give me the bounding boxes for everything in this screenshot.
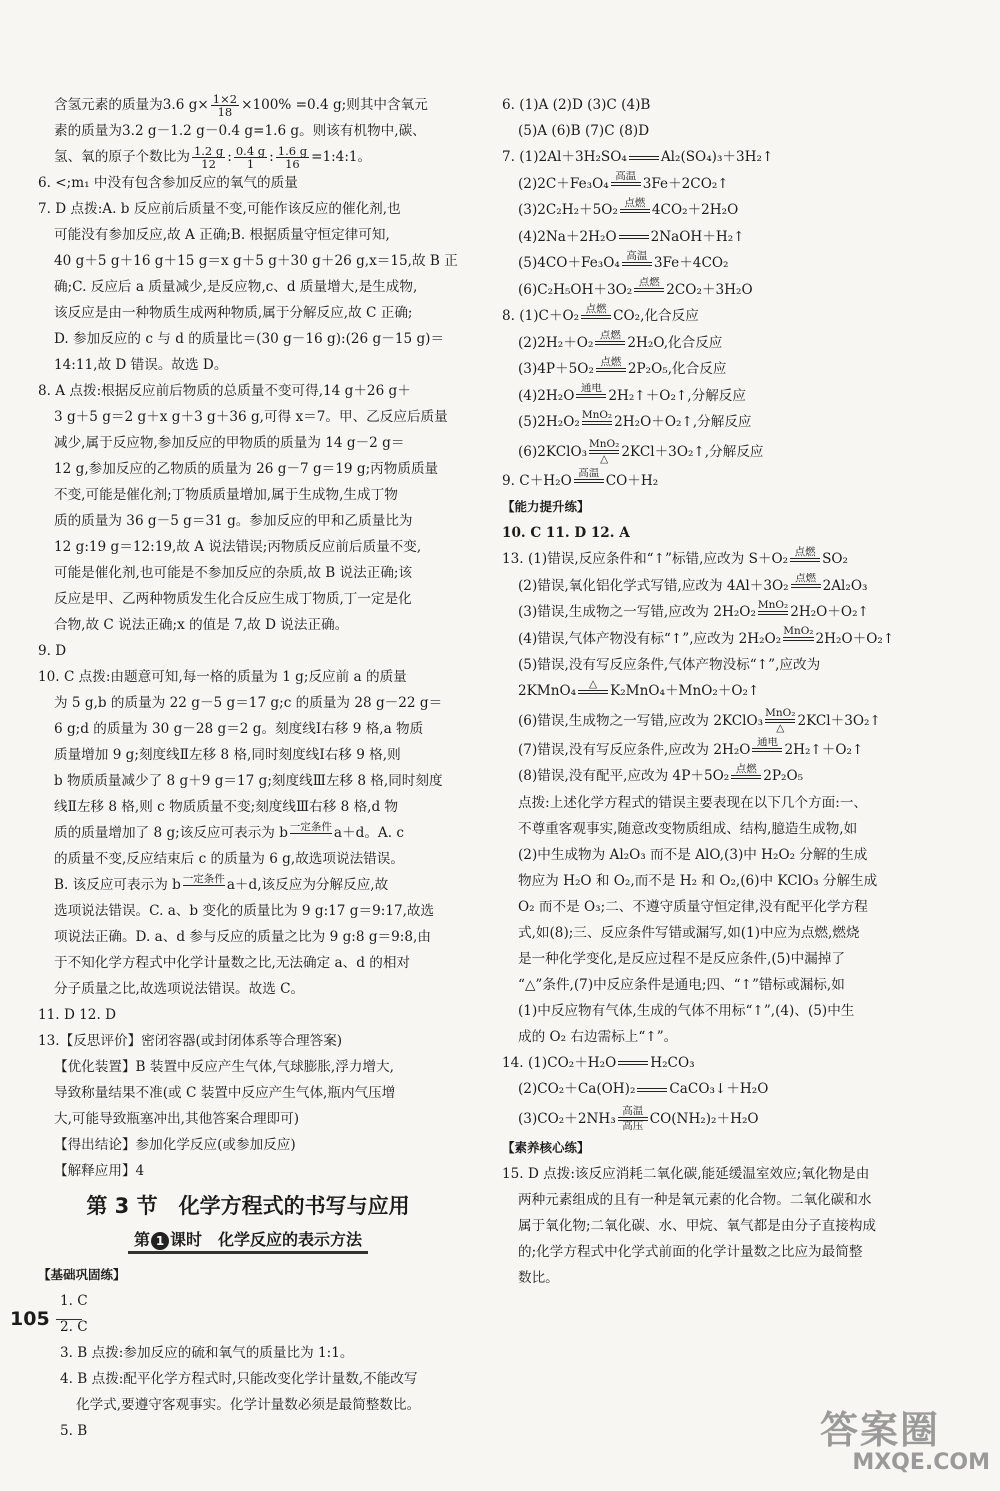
text-line: 点拨:上述化学方程式的错误主要表现在以下几个方面:一、 — [518, 794, 868, 811]
reaction-arrow: 点燃 — [791, 573, 821, 599]
equation-line: (8)错误,没有配平,应改为 4P＋5O₂ 点燃 2P₂O₅ — [502, 763, 922, 790]
basic-practice-label: 【基础巩固练】 — [38, 1267, 126, 1282]
text-line: 物应为 H₂O 和 O₂,而不是 H₂ 和 O₂,(6)中 KClO₃ 分解生成 — [518, 872, 878, 889]
text-line: 12 g,参加反应的乙物质的质量为 26 g－7 g＝19 g;丙物质质量 — [54, 461, 439, 477]
answer-6: 6. (1)A (2)D (3)C (4)B — [502, 97, 651, 113]
lesson-title: 第 1 课时 化学反应的表示方法 — [38, 1226, 458, 1254]
text-line: 减少,属于反应物,参加反应的甲物质的质量为 14 g－2 g＝ — [54, 435, 405, 451]
fraction: $\frac{0.4 g}{1}$ — [235, 144, 266, 170]
reaction-arrow: 通电 — [752, 737, 782, 763]
basic-answer: 化学式,要遵守客观事实。化学计量数必须是最简整数比。 — [76, 1397, 421, 1413]
text-line: 素的质量为3.2 g－1.2 g－0.4 g=1.6 g。则该有机物中,碳、 — [54, 123, 426, 139]
equation-line: (4)错误,气体产物没有标“↑”,应改为 2H₂O₂ MnO₂ 2H₂O＋O₂↑ — [502, 626, 922, 653]
text-line: 【解释应用】4 — [54, 1163, 145, 1179]
text-line: 可能没有参加反应,故 A 正确;B. 根据质量守恒定律可知, — [54, 227, 390, 243]
reaction-arrow: 点燃 — [790, 547, 820, 573]
answer-9: 9. D — [38, 643, 67, 659]
text-line: 含氢元素的质量为3.6 g× $\frac{1\times 2}{18}$ ×100% =0.4 g;则其中含氧元 — [54, 92, 428, 118]
reaction-arrow: 一定条件 — [289, 821, 332, 833]
answer-13 — [502, 546, 922, 1050]
equation-line: 13. (1)错误,反应条件和“↑”标错,应改为 S＋O₂ 点燃 SO₂ — [502, 546, 922, 573]
equation-line: (2)2C＋Fe₃O₄ 高温 3Fe＋2CO₂↑ — [502, 171, 922, 198]
equation-line: (3)4P＋5O₂ 点燃 2P₂O₅,化合反应 — [502, 356, 922, 383]
reaction-arrow: 高温 — [574, 468, 604, 494]
text-line: 质的质量为 36 g－5 g＝31 g。参加反应的甲和乙质量比为 — [54, 513, 413, 529]
fraction: $\frac{1.2 g}{12}$ — [193, 144, 224, 170]
text-line: 式,如(8);三、反应条件写错或漏写,如(1)中应为点燃,燃烧 — [518, 924, 860, 941]
reaction-arrow — [629, 145, 659, 171]
text-line: 于不知化学方程式中化学计量数之比,无法确定 a、d 的相对 — [54, 955, 411, 971]
reaction-arrow: 点燃 — [620, 198, 650, 224]
text-line: 两种元素组成的且有一种是氧元素的化合物。二氧化碳和水 — [518, 1191, 872, 1208]
text-line: 大,可能导致瓶塞冲出,其他答案合理即可) — [54, 1111, 300, 1127]
reaction-arrow: MnO₂ △ — [589, 438, 620, 465]
reaction-arrow — [637, 1077, 667, 1103]
answer-7 — [502, 144, 922, 303]
text-line: “△”条件,(7)中反应条件是通电;四、“↑”错标或漏标,如 — [518, 976, 845, 993]
equation-line: (4)2Na＋2H₂O 2NaOH＋H₂↑ — [502, 224, 922, 251]
equation-line: 质的质量增加了 8 g;该反应可表示为 b 一定条件 a＋d。A. c — [38, 820, 458, 846]
equation-line: (5)4CO＋Fe₃O₄ 高温 3Fe＋4CO₂ — [502, 250, 922, 277]
basic-answer: 1. C — [60, 1293, 88, 1309]
reaction-arrow: 一定条件 — [182, 873, 225, 885]
answer-13 — [38, 1028, 458, 1184]
equation-line: (5)2H₂O₂ MnO₂ 2H₂O＋O₂↑,分解反应 — [502, 409, 922, 436]
ability-practice-label: 【能力提升练】 — [502, 499, 590, 514]
reaction-arrow: △ — [578, 679, 608, 705]
text-line: 项说法正确。D. a、d 参与反应的质量之比为 9 g:8 g＝9:8,由 — [54, 929, 431, 945]
left-column — [38, 92, 458, 1444]
text-line: 【优化装置】B 装置中反应产生气体,气球膨胀,浮力增大, — [54, 1059, 394, 1075]
reaction-arrow: 点燃 — [581, 304, 611, 330]
text-line: 40 g＋5 g＋16 g＋15 g＝x g＋5 g＋30 g＋26 g,x＝15,故 B 正 — [54, 253, 458, 269]
equation-line: (6)C₂H₅OH＋3O₂ 点燃 2CO₂＋3H₂O — [502, 277, 922, 304]
reaction-arrow: MnO₂ — [758, 600, 788, 626]
reaction-arrow: 高温 高压 — [618, 1106, 648, 1132]
answer-8 — [502, 303, 922, 468]
equation-line: (3)错误,生成物之一写错,应改为 2H₂O₂ MnO₂ 2H₂O＋O₂↑ — [502, 599, 922, 626]
text-line: 8. A 点拨:根据反应前后物质的总质量不变可得,14 g＋26 g＋ — [38, 383, 411, 399]
answer-8 — [38, 378, 458, 638]
reaction-arrow: 高温 — [611, 171, 641, 197]
equation-line: (2)CO₂＋Ca(OH)₂ CaCO₃↓＋H₂O — [502, 1076, 922, 1103]
text-line: 的质量不变,反应结束后 c 的质量为 6 g,故选项说法错误。 — [54, 851, 404, 867]
text-line: 反应是甲、乙两种物质发生化合反应生成丁物质,丁一定是化 — [54, 591, 412, 607]
text-line: 12 g:19 g＝12:19,故 A 说法错误;丙物质反应前后质量不变, — [54, 539, 422, 555]
reaction-arrow: MnO₂ △ — [765, 707, 796, 734]
answer-11-12: 11. D 12. D — [38, 1007, 116, 1023]
text-line: 为 5 g,b 的质量为 22 g－5 g＝17 g;c 的质量为 28 g－22 g＝ — [54, 695, 443, 711]
text-line: 15. D 点拨:该反应消耗二氧化碳,能延缓温室效应;氧化物是由 — [502, 1165, 870, 1182]
equation-line: 8. (1)C＋O₂ 点燃 CO₂,化合反应 — [502, 303, 922, 330]
text-line: 是一种化学变化,是反应过程不是反应条件,(5)中漏掉了 — [518, 950, 845, 967]
basic-answer: 4. B 点拨:配平化学方程式时,只能改变化学计量数,不能改写 — [60, 1371, 418, 1387]
reaction-arrow: 高温 — [622, 251, 652, 277]
text-line: 10. C 点拨:由题意可知,每一格的质量为 1 g;反应前 a 的质量 — [38, 669, 407, 685]
text-line: 【得出结论】参加化学反应(或参加反应) — [54, 1137, 296, 1153]
answer-10 — [38, 664, 458, 1002]
equation-line: (7)错误,没有写反应条件,应改为 2H₂O 通电 2H₂↑＋O₂↑ — [502, 737, 922, 764]
equation-line: 7. (1)2Al＋3H₂SO₄ Al₂(SO₄)₃＋3H₂↑ — [502, 144, 922, 171]
fraction: $\frac{1\times 2}{18}$ — [212, 92, 238, 118]
answer-7 — [38, 196, 458, 378]
page-number: 105 — [10, 1308, 82, 1330]
fraction: $\frac{1.6 g}{16}$ — [277, 144, 308, 170]
text-line: 7. D 点拨:A. b 反应前后质量不变,可能作该反应的催化剂,也 — [38, 201, 401, 217]
answer-14 — [502, 1050, 922, 1135]
core-practice-label: 【素养核心练】 — [502, 1139, 590, 1155]
text-line: 13.【反思评价】密闭容器(或封闭体系等合理答案) — [38, 1033, 343, 1049]
reaction-arrow — [618, 1050, 648, 1076]
text-line: 14:11,故 D 错误。故选 D。 — [54, 357, 228, 373]
reaction-arrow: 点燃 — [634, 277, 664, 303]
equation-line: (3)CO₂＋2NH₃ 高温 高压 CO(NH₂)₂＋H₂O — [518, 1105, 759, 1132]
equation-line: (3)2C₂H₂＋5O₂ 点燃 4CO₂＋2H₂O — [502, 197, 922, 224]
equation-line: (6)2KClO₃ MnO₂ △ 2KCl＋3O₂↑,分解反应 — [518, 438, 764, 465]
text-line: 合物,故 C 说法正确;x 的值是 7,故 D 说法正确。 — [54, 617, 349, 633]
text-line: 分子质量之比,故选项说法错误。故选 C。 — [54, 981, 305, 997]
text-line: 不变,可能是催化剂;丁物质质量增加,属于生成物,生成丁物 — [54, 487, 398, 503]
text-line: 可能是催化剂,也可能是不参加反应的杂质,故 B 说法正确;该 — [54, 565, 413, 581]
answer-15 — [502, 1161, 922, 1291]
text-line: (1)中反应物有气体,生成的气体不用标“↑”,(4)、(5)中生 — [518, 1002, 855, 1019]
equation-line: 14. (1)CO₂＋H₂O H₂CO₃ — [502, 1050, 922, 1077]
text-line: 选项说法错误。C. a、b 变化的质量比为 9 g:17 g＝9:17,故选 — [54, 903, 435, 919]
equation-line: (2)错误,氧化铝化学式写错,应改为 4Al＋3O₂ 点燃 2Al₂O₃ — [502, 573, 922, 600]
reaction-arrow: 通电 — [576, 383, 606, 409]
equation-line: (4)2H₂O 通电 2H₂↑＋O₂↑,分解反应 — [502, 383, 922, 410]
text-line: 导致称量结果不准(或 C 装置中反应产生气体,瓶内气压增 — [54, 1085, 396, 1101]
equation-line: B. 该反应可表示为 b 一定条件 a＋d,该反应为分解反应,故 — [38, 872, 458, 898]
answer-6: 6. <;m₁ 中没有包含参加反应的氧气的质量 — [38, 175, 298, 191]
text-line: b 物质质量减少了 8 g＋9 g＝17 g;刻度线Ⅲ左移 8 格,同时刻度 — [54, 773, 443, 789]
reaction-arrow: 点燃 — [595, 330, 625, 356]
reaction-arrow: MnO₂ — [582, 410, 612, 436]
text-line: (2)中生成物为 Al₂O₃ 而不是 AlO,(3)中 H₂O₂ 分解的生成 — [518, 846, 868, 863]
text-line: 确;C. 反应后 a 质量减少,是反应物,c、d 质量增大,是生成物, — [54, 279, 418, 295]
equation-line: 2KMnO₄ △ K₂MnO₄＋MnO₂＋O₂↑ — [502, 678, 922, 705]
text-line: 的;化学方程式中化学式前面的化学计量数之比应为最简整 — [518, 1243, 863, 1260]
text-line: 不尊重客观事实,随意改变物质组成、结构,臆造生成物,如 — [518, 820, 858, 837]
basic-answer: 3. B 点拨:参加反应的硫和氧气的质量比为 1:1。 — [60, 1345, 354, 1361]
basic-answer: 5. B — [60, 1423, 88, 1439]
reaction-arrow: 点燃 — [596, 357, 626, 383]
answer-6: (5)A (6)B (7)C (8)D — [518, 123, 650, 139]
lesson-number-badge: 1 — [151, 1232, 169, 1250]
text-line: (5)错误,没有写反应条件,气体产物没标“↑”,应改为 — [518, 657, 821, 673]
right-column — [502, 92, 922, 1291]
watermark-logo: 答案圈 MXQE.COM — [820, 1408, 990, 1475]
answer-9: 9. C＋H₂O 高温 CO＋H₂ — [502, 468, 922, 495]
reaction-arrow: MnO₂ — [783, 626, 813, 652]
text-line: 3 g＋5 g＝2 g＋x g＋3 g＋36 g,可得 x＝7。甲、乙反应后质量 — [54, 409, 448, 425]
text-line: 6 g;d 的质量为 30 g－28 g＝2 g。刻度线Ⅰ右移 9 格,a 物质 — [54, 721, 424, 737]
equation-line: (6)错误,生成物之一写错,应改为 2KClO₃ MnO₂ △ 2KCl＋3O₂↑ — [518, 707, 881, 734]
text-line: 数比。 — [518, 1269, 559, 1286]
text-line: 氢、氧的原子个数比为 $\frac{1.2 g}{12}$ : $\frac{0.4 g}{1}$ : $\frac{1.6 g}{16}$ =1:4:1。 — [54, 144, 372, 170]
section-title: 第 3 节 化学方程式的书写与应用 — [86, 1194, 410, 1218]
text-line: O₂ 而不是 O₃;二、不遵守质量守恒定律,没有配平化学方程 — [518, 898, 868, 915]
reaction-arrow — [619, 224, 649, 250]
equation-line: (2)2H₂＋O₂ 点燃 2H₂O,化合反应 — [502, 330, 922, 357]
basic-answer: 2. C — [60, 1319, 88, 1335]
text-line: 质量增加 9 g;刻度线Ⅱ左移 8 格,同时刻度线Ⅰ右移 9 格,则 — [54, 747, 401, 763]
reaction-arrow: 点燃 — [731, 764, 761, 790]
text-line: 成的 O₂ 右边需标上“↑”。 — [518, 1028, 678, 1045]
text-line: 属于氧化物;二氧化碳、水、甲烷、氧气都是由分子直接构成 — [518, 1217, 877, 1234]
text-line: D. 参加反应的 c 与 d 的质量比＝(30 g－16 g):(26 g－15 g)＝ — [54, 331, 445, 347]
answer-10-12: 10. C 11. D 12. A — [502, 525, 630, 541]
text-line: 线Ⅱ左移 8 格,则 c 物质质量不变;刻度线Ⅲ右移 8 格,d 物 — [54, 799, 399, 815]
text-line: 该反应是由一种物质生成两种物质,属于分解反应,故 C 正确; — [54, 305, 413, 321]
